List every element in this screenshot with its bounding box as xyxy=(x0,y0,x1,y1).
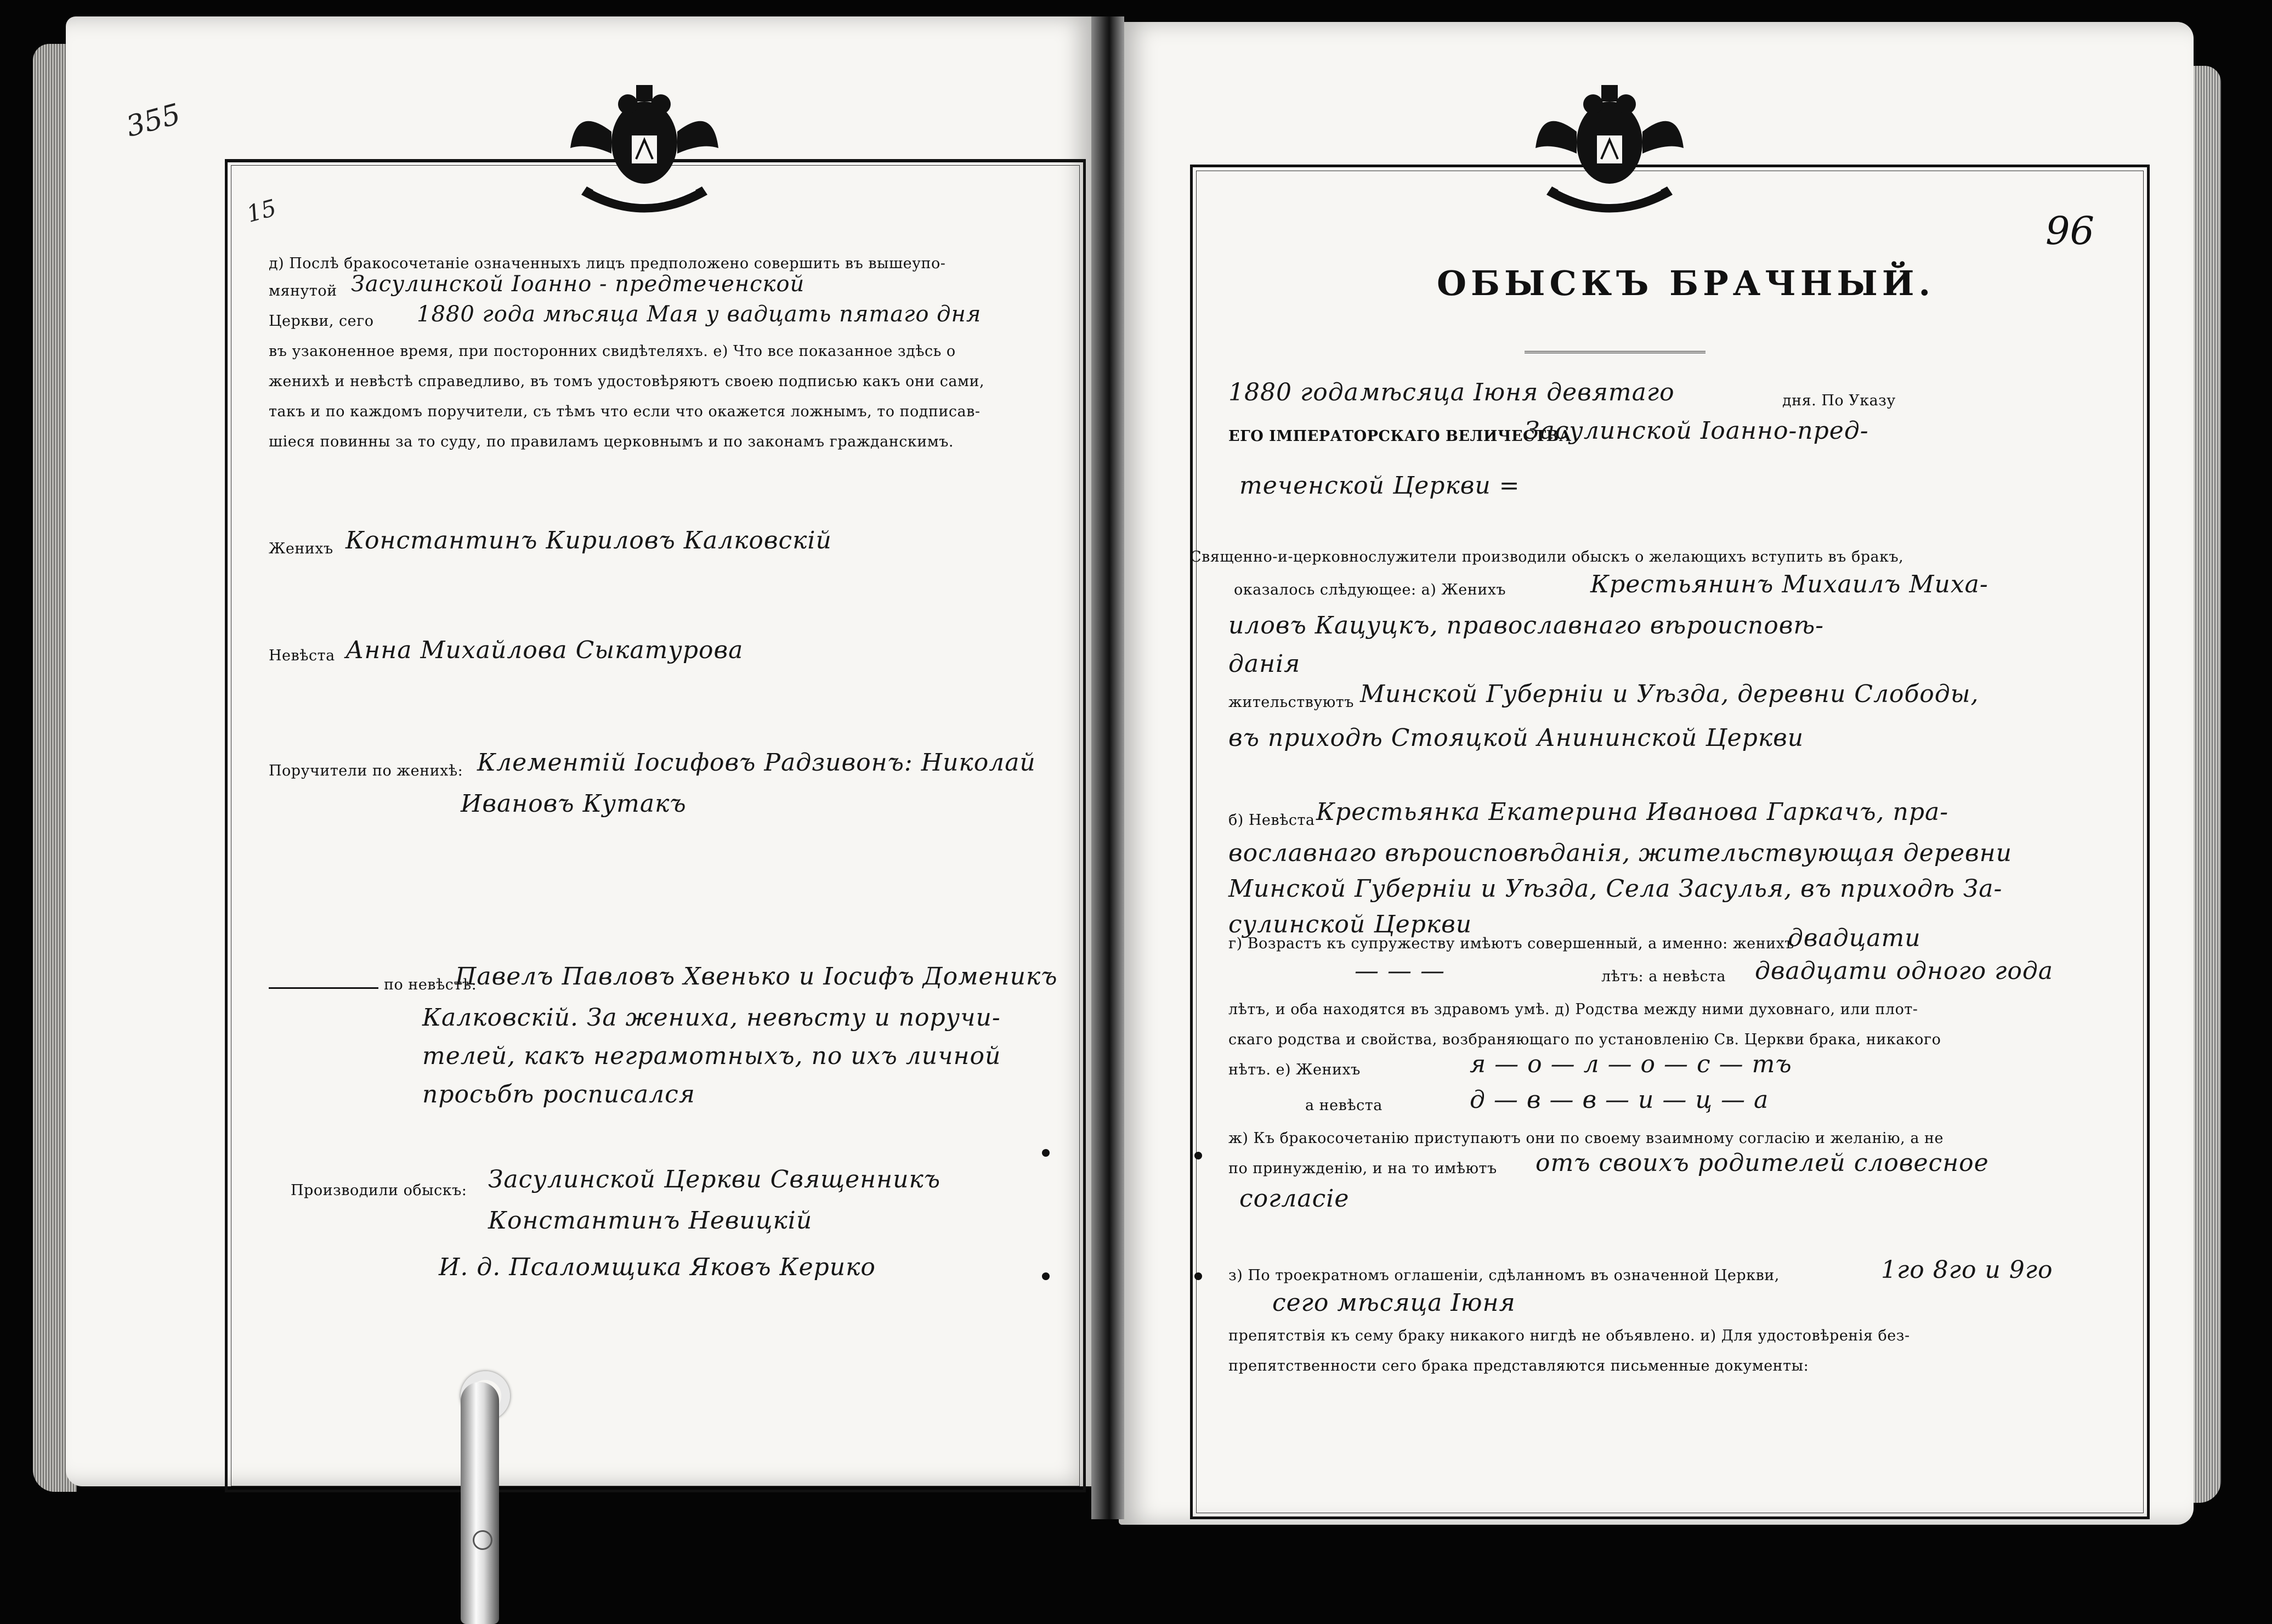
binding-hole xyxy=(1042,1272,1050,1280)
consent-hand-1: отъ своихъ родителей словесное xyxy=(1536,1149,1989,1177)
bride-label: Невѣста xyxy=(269,647,335,664)
groom-description-3: данія xyxy=(1228,650,1301,678)
groom-description-1: Крестьянинъ Михаилъ Миха- xyxy=(1590,570,1988,598)
right-print-line-2: оказалось слѣдующее: а) Женихъ xyxy=(1234,581,1506,598)
right-print-line-3: жительствуютъ xyxy=(1228,694,1354,711)
groom-age: двадцати xyxy=(1788,924,1921,952)
conducted-line-1: Засулинской Церкви Священникъ xyxy=(488,1165,941,1193)
right-imperial-eagle-emblem xyxy=(1519,82,1700,219)
consent-hand-2: согласіе xyxy=(1239,1185,1350,1213)
left-print-line-2: мянутой xyxy=(269,282,337,299)
folio-note: 355 xyxy=(122,98,184,144)
binding-hole xyxy=(1194,1152,1202,1159)
groom-age-dashes: — — — xyxy=(1355,957,1445,985)
document-title: ОБЫСКЪ БРАЧНЫЙ. xyxy=(1437,263,1935,303)
bride-value: Анна Михайлова Сыкатурова xyxy=(345,636,744,664)
groom-residence-2: въ приходѣ Стояцкой Анининской Церкви xyxy=(1228,724,1804,752)
majesty-line: ЕГО ІМПЕРАТОРСКАГО ВЕЛИЧЕСТВА xyxy=(1228,428,1572,445)
bride-age: двадцати одного года xyxy=(1755,957,2054,985)
book-gutter xyxy=(1091,16,1124,1519)
bride-guarantors-rule xyxy=(269,987,378,989)
conducted-line-3: И. д. Псаломщика Яковъ Керико xyxy=(439,1253,876,1281)
left-hand-date: 1880 года мѣсяца Мая у вадцать пятаго дня xyxy=(417,302,982,327)
right-print-line-4: б) Невѣста xyxy=(1228,812,1315,829)
bride-guarantors-line-4: просьбѣ росписался xyxy=(422,1080,695,1108)
church-hand-2: теченской Церкви = xyxy=(1239,472,1520,500)
date-hand: мѣсяца Іюня девятаго xyxy=(1360,378,1675,406)
margin-mark: 15 xyxy=(243,194,279,228)
groom-guarantors-line-2: Ивановъ Кутакъ xyxy=(461,790,687,818)
church-hand-1: Засулинской Іоанно-пред- xyxy=(1525,417,1869,445)
right-print-line-10: а невѣста xyxy=(1305,1097,1383,1114)
conducted-label: Производили обыскъ: xyxy=(291,1182,467,1199)
left-print-line-3: Церкви, сего xyxy=(269,313,374,330)
binding-hole xyxy=(1042,1149,1050,1157)
banns-dates-2: сего мѣсяца Іюня xyxy=(1272,1289,1516,1317)
left-print-line-1: д) Послѣ бракосочетаніе означенныхъ лицъ предположено совершить въ вышеупо- xyxy=(269,255,946,272)
groom-description-2: иловъ Кацуцкъ, православнаго вѣроисповѣ- xyxy=(1228,612,1825,640)
groom-label: Женихъ xyxy=(269,540,333,557)
right-print-line-11: ж) Къ бракосочетанію приступаютъ они по своему взаимному согласію и желанію, а не xyxy=(1228,1130,1944,1147)
groom-guarantors-line-1: Клементій Іосифовъ Радзивонъ: Николай xyxy=(477,749,1036,777)
bride-no-relation: д — в — в — и — ц — а xyxy=(1470,1086,1769,1114)
binding-hole xyxy=(1194,1272,1202,1280)
bride-guarantors-line-2: Калковскій. За жениха, невѣсту и поручи- xyxy=(422,1004,1001,1032)
left-print-line-7: шіеся повинны за то суду, по правиламъ церковнымъ и по законамъ гражданскимъ. xyxy=(269,433,954,450)
left-imperial-eagle-emblem xyxy=(554,82,735,219)
bride-description-3: Минской Губерніи и Уѣзда, Села Засулья, въ приходѣ За- xyxy=(1228,875,2003,903)
title-ornament xyxy=(1525,351,1706,353)
right-print-line-5: г) Возрастъ къ супружеству имѣютъ совершенный, а именно: женихъ xyxy=(1228,935,1794,952)
right-print-line-9: нѣтъ. е) Женихъ xyxy=(1228,1061,1361,1078)
bride-guarantors-label: по невѣстѣ: xyxy=(384,976,477,993)
banns-dates-1: 1го 8го и 9го xyxy=(1881,1256,2053,1284)
right-print-line-14: препятствія къ сему браку никакого нигдѣ не объявлено. и) Для удостовѣренія без- xyxy=(1228,1327,1910,1344)
right-print-line-13: з) По троекратномъ оглашеніи, сдѣланномъ въ означенной Церкви, xyxy=(1228,1267,1780,1284)
clip-emboss-mark xyxy=(473,1530,492,1550)
left-hand-church: Засулинской Іоанно - предтеченской xyxy=(351,271,805,297)
right-print-line-6: лѣтъ: а невѣста xyxy=(1601,968,1726,985)
left-print-line-4: въ узаконенное время, при посторонних свидѣтеляхъ. е) Что все показанное здѣсь о xyxy=(269,343,956,360)
right-print-line-15: препятственности сего брака представляются письменные документы: xyxy=(1228,1357,1809,1374)
right-print-line-8: скаго родства и свойства, возбраняющаго по установленію Св. Церкви брака, никакого xyxy=(1228,1031,1941,1048)
left-print-line-6: такъ и по каждомъ поручители, съ тѣмъ что если что окажется ложнымъ, то подписав- xyxy=(269,403,981,420)
binder-clip xyxy=(461,1382,499,1624)
groom-value: Константинъ Кириловъ Калковскій xyxy=(345,527,832,554)
right-print-line-7: лѣтъ, и оба находятся въ здравомъ умѣ. д) Родства между ними духовнаго, или плот- xyxy=(1228,1001,1918,1018)
bride-description-2: вославнаго вѣроисповѣданія, жительствующая деревни xyxy=(1228,839,2012,867)
right-print-line-1: Священно-и-церковнослужители производили обыскъ о желающихъ вступить въ бракъ, xyxy=(1190,548,1904,565)
right-print-line-12: по принужденію, и на то имѣютъ xyxy=(1228,1160,1497,1177)
date-suffix: дня. По Указу xyxy=(1782,392,1896,409)
page-number: 96 xyxy=(2046,208,2095,253)
bride-description-4: сулинской Церкви xyxy=(1228,910,1472,938)
conducted-line-2: Константинъ Невицкій xyxy=(488,1207,813,1235)
bride-guarantors-line-3: телей, какъ неграмотныхъ, по ихъ личной xyxy=(422,1042,1001,1070)
groom-no-relation: я — о — л — о — с — тъ xyxy=(1470,1050,1792,1078)
date-year: 1880 года xyxy=(1228,378,1359,406)
groom-residence-1: Минской Губерніи и Уѣзда, деревни Слободы, xyxy=(1360,680,1979,708)
bride-description-1: Крестьянка Екатерина Иванова Гаркачъ, пра- xyxy=(1316,798,1949,826)
left-print-line-5: женихѣ и невѣстѣ справедливо, въ томъ удостовѣряютъ своею подписью какъ они сами, xyxy=(269,373,985,390)
groom-guarantors-label: Поручители по женихѣ: xyxy=(269,762,463,779)
bride-guarantors-line-1: Павелъ Павловъ Хвенько и Іосифъ Доменикъ xyxy=(455,963,1058,991)
